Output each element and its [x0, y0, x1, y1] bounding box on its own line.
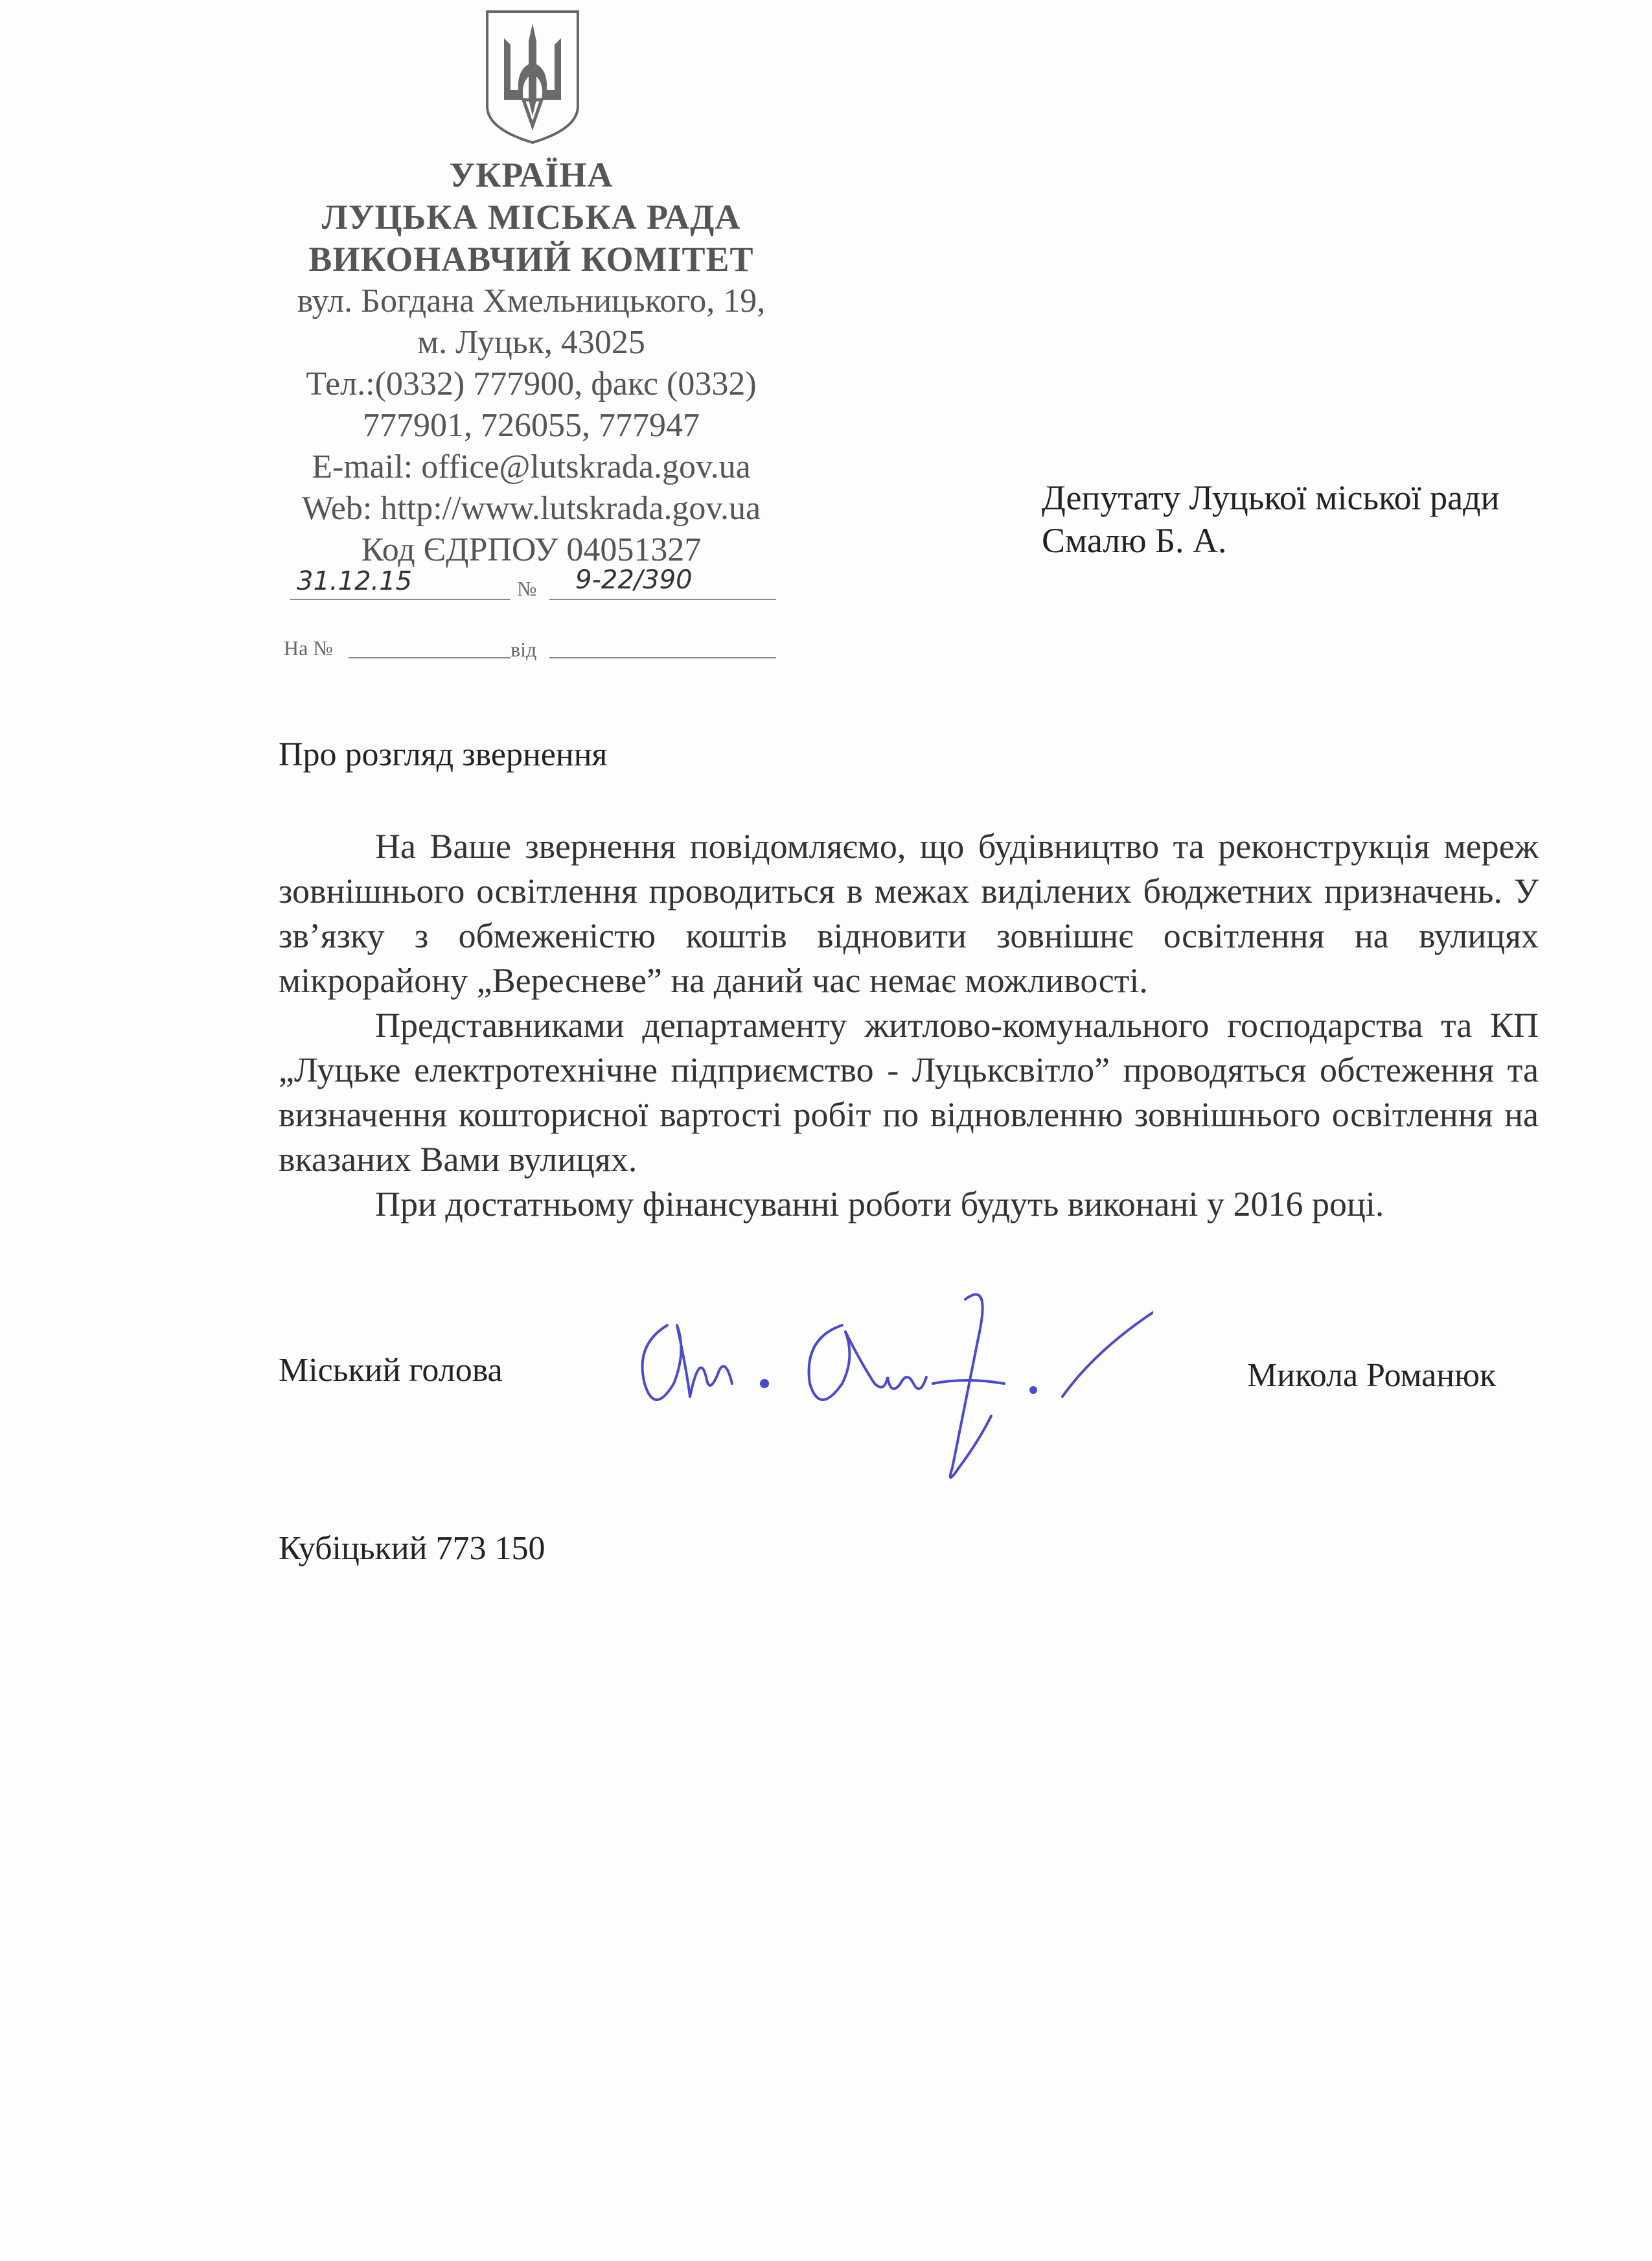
- letterhead-committee: ВИКОНАВЧИЙ КОМІТЕТ: [308, 240, 754, 279]
- reference-from-underline: [549, 657, 776, 658]
- number-label: №: [517, 577, 537, 600]
- addressee-line1: Депутату Луцької міської ради: [1042, 478, 1500, 517]
- executor-contact: Кубіцький 773 150: [279, 1530, 545, 1567]
- addressee: [1042, 476, 1499, 562]
- letterhead-country: УКРАЇНА: [449, 156, 614, 194]
- handwritten-signature: [628, 1286, 1153, 1487]
- body-paragraph: Представниками департаменту житлово-комунального господарства та КП „Луцьке електротехнічне підприємство - Луцьксвітло” проводяться обстеження та визначення кошторисної вартості робіт по відновленню зовнішнього освітлення на вказаних Вами вулицях.: [279, 1006, 1539, 1179]
- date-underline: [290, 599, 511, 600]
- letterhead-web: Web: http://www.lutskrada.gov.ua: [301, 490, 761, 527]
- letterhead-address-line1: вул. Богдана Хмельницького, 19,: [297, 283, 766, 319]
- registration-block: [284, 565, 776, 661]
- registration-number: 9-22/390: [575, 565, 693, 595]
- letterhead: [246, 154, 816, 571]
- letterhead-address-line2: м. Луцьк, 43025: [417, 324, 645, 361]
- letterhead-phone-line2: 777901, 726055, 777947: [363, 407, 700, 444]
- letterhead-edrpou: Код ЄДРПОУ 04051327: [361, 531, 702, 568]
- signatory-name: Микола Романюк: [1247, 1357, 1497, 1394]
- letter-body: [279, 824, 1539, 1227]
- letterhead-email: E-mail: office@lutskrada.gov.ua: [312, 448, 751, 485]
- number-underline: [549, 599, 776, 600]
- reference-from-label: від: [511, 638, 537, 661]
- reference-number-label: На №: [284, 636, 333, 660]
- body-paragraph: На Ваше звернення повідомляємо, що будівництво та реконструкція мереж зовнішнього освітлення проводиться в межах виділених бюджетних призначень. У зв’язку з обмеженістю коштів відновити зовнішнє освітлення на вулицях мікрорайону „Вересневе” на даний час немає можливості.: [279, 827, 1539, 1000]
- signatory-title: Міський голова: [279, 1352, 503, 1389]
- registration-date: 31.12.15: [297, 566, 413, 596]
- body-paragraph: При достатньому фінансуванні роботи будуть виконані у 2016 році.: [375, 1185, 1384, 1223]
- addressee-line2: Смалю Б. А.: [1042, 521, 1227, 560]
- subject: Про розгляд звернення: [279, 736, 608, 773]
- coat-of-arms-trident-icon: [485, 9, 580, 145]
- letterhead-council: ЛУЦЬКА МІСЬКА РАДА: [321, 198, 741, 237]
- letterhead-phone-line1: Тел.:(0332) 777900, факс (0332): [306, 365, 757, 402]
- reference-number-underline: [349, 657, 511, 658]
